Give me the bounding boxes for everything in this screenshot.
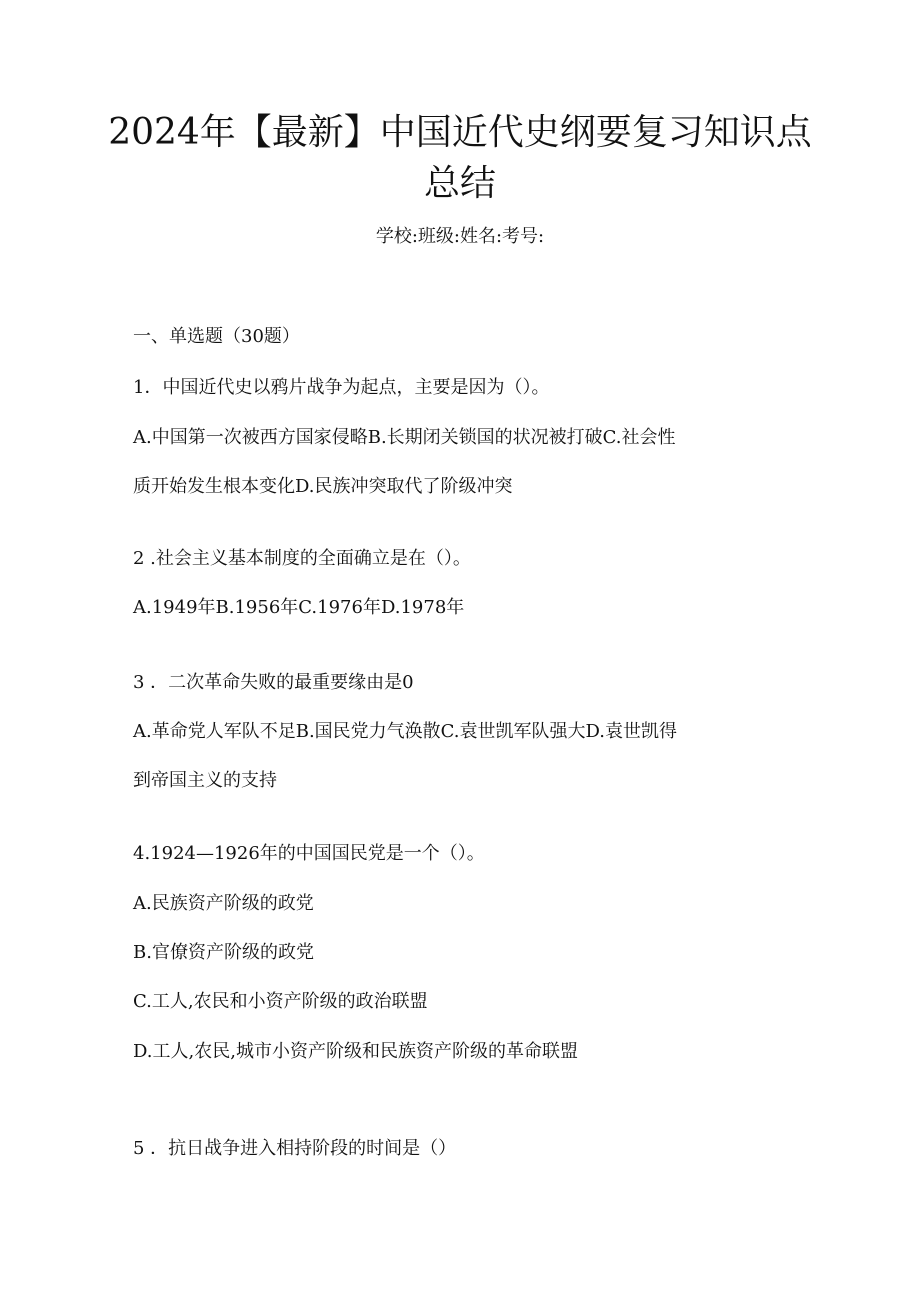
question-2-stem: 2 .社会主义基本制度的全面确立是在（）。	[133, 548, 471, 569]
question-3-options-line-1: A.革命党人军队不足B.国民党力气涣散C.袁世凯军队强大D.袁世凯得	[133, 721, 678, 742]
question-4-option-b: B.官僚资产阶级的政党	[133, 942, 314, 963]
question-4-option-a: A.民族资产阶级的政党	[133, 893, 314, 914]
question-3-stem: 3 ．二次革命失败的最重要缘由是0	[133, 672, 414, 693]
question-4-option-c: C.工人,农民和小资产阶级的政治联盟	[133, 991, 428, 1012]
question-5-stem: 5 ．抗日战争进入相持阶段的时间是（）	[133, 1138, 457, 1159]
question-1-options-line-1: A.中国第一次被西方国家侵略B.长期闭关锁国的状况被打破C.社会性	[133, 427, 676, 448]
document-title-line-2: 总结	[423, 163, 496, 204]
section-heading: 一、单选题（30题）	[133, 326, 300, 347]
question-4-stem: 4.1924—1926年的中国国民党是一个（）。	[133, 843, 485, 864]
student-info-fields: 学校:班级:姓名:考号:	[375, 226, 545, 247]
question-2-options: A.1949年B.1956年C.1976年D.1978年	[133, 597, 465, 618]
question-1-options-line-2: 质开始发生根本变化D.民族冲突取代了阶级冲突	[133, 476, 513, 497]
document-title-line-1: 2024年【最新】中国近代史纲要复习知识点	[108, 112, 812, 153]
question-3-options-line-2: 到帝国主义的支持	[133, 770, 277, 791]
question-4-option-d: D.工人,农民,城市小资产阶级和民族资产阶级的革命联盟	[133, 1041, 578, 1062]
question-1-stem: 1．中国近代史以鸦片战争为起点，主要是因为（）。	[133, 377, 550, 398]
